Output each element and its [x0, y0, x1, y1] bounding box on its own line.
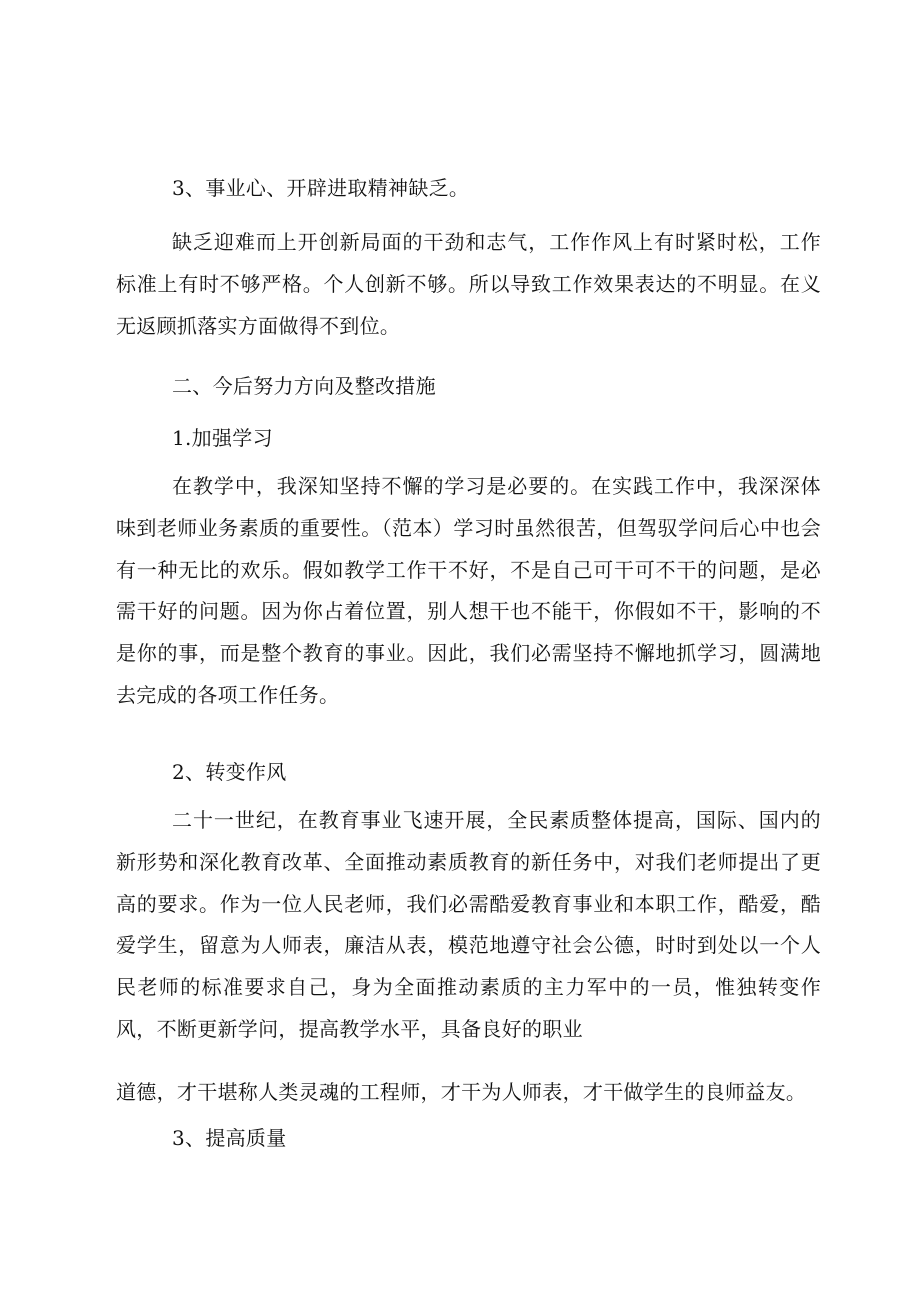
section-heading-future-direction: 二、今后努力方向及整改措施 — [172, 374, 436, 398]
paragraph-study: 在教学中，我深知坚持不懈的学习是必要的。在实践工作中，我深深体味到老师业务素质的重要性。（范本）学习时虽然很苦，但驾驭学问后心中也会有一种无比的欢乐。假如教学工作干不好，不是自己可干可不干的问题，是必需干好的问题。因为你占着位置，别人想干也不能干，你假如不干，影响的不是你的事，而是整个教育的事业。因此，我们必需坚持不懈地抓学习，圆满地去完成的各项工作任务。 — [116, 474, 821, 707]
section-heading-career-ambition: 3、事业心、开辟进取精神缺乏。 — [172, 176, 470, 200]
section-heading-strengthen-study: 1.加强学习 — [172, 426, 273, 450]
section-heading-change-style: 2、转变作风 — [172, 760, 287, 784]
paragraph-change-style: 二十一世纪，在教育事业飞速开展，全民素质整体提高，国际、国内的新形势和深化教育改革、全面推动素质教育的新任务中，对我们老师提出了更高的要求。作为一位人民老师，我们必需酷爱教育事业和本职工作，酷爱，酷爱学生，留意为人师表，廉洁从表，模范地遵守社会公德，时时到处以一个人民老师的标准要求自己，身为全面推动素质的主力军中的一员，惟独转变作风，不断更新学问，提高教学水平，具备良好的职业 — [116, 808, 821, 1041]
paragraph-change-style-continued: 道德，才干堪称人类灵魂的工程师，才干为人师表，才干做学生的良师益友。 — [116, 1080, 807, 1104]
paragraph-lack-of-drive: 缺乏迎难而上开创新局面的干劲和志气，工作作风上有时紧时松，工作标准上有时不够严格。个人创新不够。所以导致工作效果表达的不明显。在义无返顾抓落实方面做得不到位。 — [116, 230, 821, 338]
section-heading-improve-quality: 3、提高质量 — [172, 1126, 287, 1150]
